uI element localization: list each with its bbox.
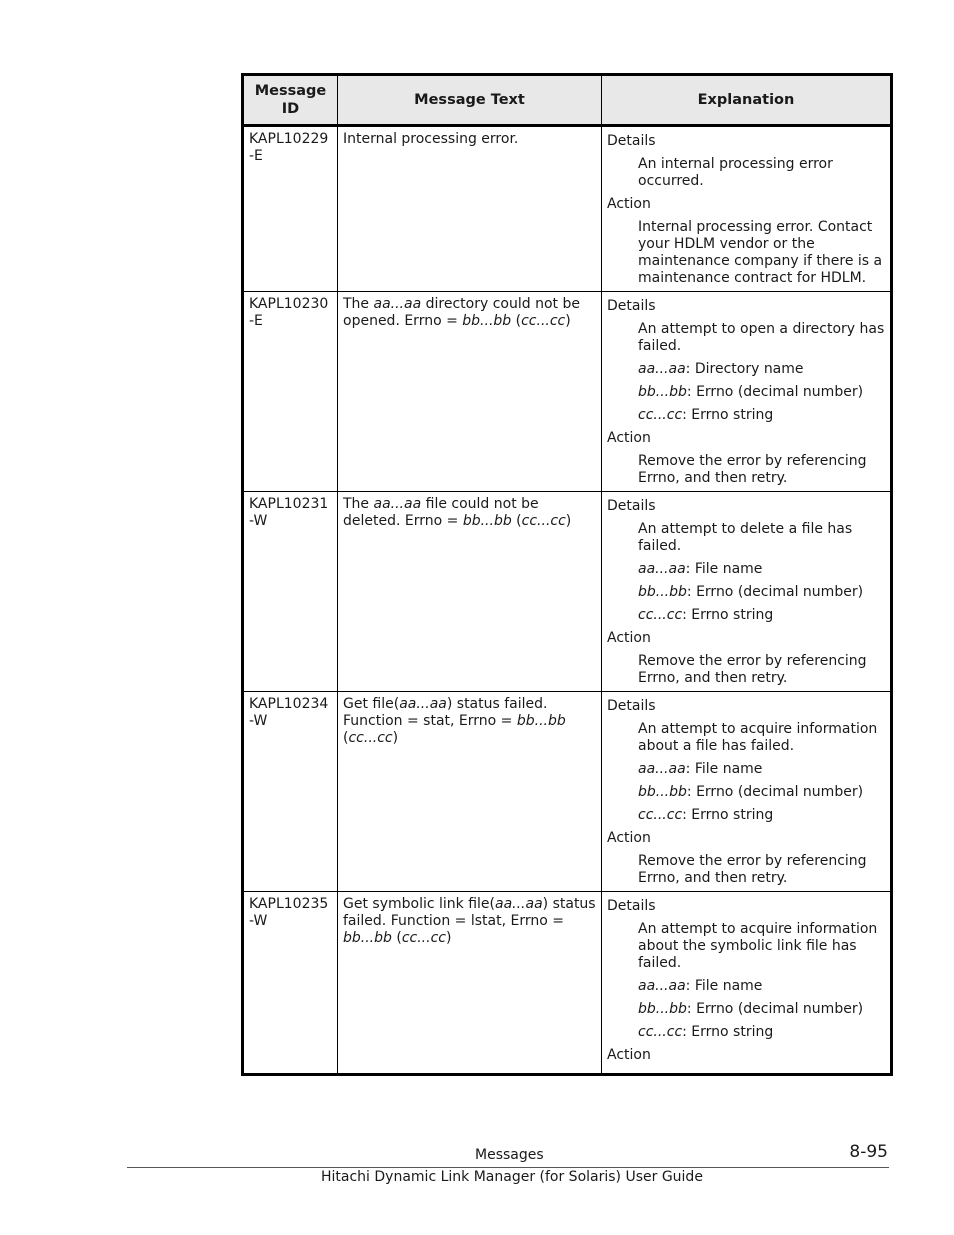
text-segment: ( xyxy=(343,730,349,746)
table-body xyxy=(243,126,892,1075)
text-segment: Details xyxy=(607,498,656,514)
text-segment: Action xyxy=(607,196,651,212)
variable-text: cc...cc xyxy=(638,807,683,823)
explanation-item xyxy=(638,784,885,801)
text-segment: : File name xyxy=(685,978,763,994)
text-segment: : Errno (decimal number) xyxy=(686,784,864,800)
message-table xyxy=(241,73,893,1076)
message-text-cell xyxy=(338,892,602,1075)
explanation-item xyxy=(638,978,885,995)
variable-text: aa...aa xyxy=(638,361,686,377)
header-message-text: Message Text xyxy=(338,75,602,126)
explanation-item xyxy=(638,721,885,755)
variable-text: cc...cc xyxy=(638,1024,683,1040)
message-text-cell xyxy=(338,126,602,292)
explanation-item xyxy=(638,361,885,378)
text-segment: ) xyxy=(392,730,399,746)
text-segment: Remove the error by referencing Errno, and then retry. xyxy=(638,853,867,886)
explanation-label xyxy=(607,133,885,150)
message-id-cell: KAPL10235 -W xyxy=(249,896,329,929)
explanation-cell xyxy=(602,692,892,892)
explanation-cell xyxy=(602,492,892,692)
variable-text: bb...bb xyxy=(638,584,687,600)
explanation-item xyxy=(638,561,885,578)
variable-text: aa...aa xyxy=(373,296,422,312)
variable-text: bb...bb xyxy=(638,384,687,400)
message-id-cell: KAPL10230 -E xyxy=(243,292,338,492)
table-row xyxy=(243,892,892,1075)
message-id-cell: KAPL10229 -E xyxy=(243,126,338,292)
variable-text: cc...cc xyxy=(401,930,446,946)
explanation-item xyxy=(638,921,885,972)
variable-text: aa...aa xyxy=(399,696,447,712)
text-segment: Internal processing error. xyxy=(343,131,519,147)
text-segment: ( xyxy=(511,513,522,529)
explanation-item xyxy=(638,1024,885,1041)
footer-section-name: Messages xyxy=(475,1147,544,1163)
page-number: 8-95 xyxy=(849,1142,888,1162)
text-segment: ) xyxy=(445,930,452,946)
variable-text: bb...bb xyxy=(516,713,566,729)
variable-text: bb...bb xyxy=(462,313,512,329)
explanation-item xyxy=(638,321,885,355)
explanation-label xyxy=(607,698,885,715)
message-id-cell: KAPL10234 -W xyxy=(243,692,338,892)
variable-text: cc...cc xyxy=(521,313,566,329)
text-segment: Get symbolic link file( xyxy=(343,896,495,912)
message-id-cell: KAPL10231 -W xyxy=(243,492,338,692)
variable-text: aa...aa xyxy=(495,896,543,912)
text-segment: An attempt to open a directory has failed. xyxy=(638,321,885,354)
explanation-label xyxy=(607,196,885,213)
text-segment: An internal processing error occurred. xyxy=(638,156,833,189)
explanation-label xyxy=(607,298,885,315)
explanation-item xyxy=(638,853,885,887)
footer-document-title: Hitachi Dynamic Link Manager (for Solaris) User Guide xyxy=(321,1169,703,1185)
explanation-label xyxy=(607,630,885,647)
explanation-item xyxy=(638,521,885,555)
table-row xyxy=(243,692,892,892)
text-segment: : Errno string xyxy=(682,407,774,423)
header-message-id: Message ID xyxy=(243,75,338,126)
text-segment: Details xyxy=(607,698,656,714)
explanation-item xyxy=(638,761,885,778)
explanation-label xyxy=(607,1047,885,1064)
explanation-cell xyxy=(602,892,892,1075)
variable-text: aa...aa xyxy=(638,978,686,994)
text-segment: An attempt to acquire information about the symbolic link file has failed. xyxy=(638,921,878,971)
text-segment: ) xyxy=(565,313,571,329)
explanation-label xyxy=(607,498,885,515)
table-header-row xyxy=(243,75,892,126)
text-segment: The xyxy=(343,296,374,312)
table-row xyxy=(243,292,892,492)
text-segment: Remove the error by referencing Errno, and then retry. xyxy=(638,453,867,486)
text-segment: : Errno (decimal number) xyxy=(686,584,864,600)
explanation-item xyxy=(638,407,885,424)
text-segment: ) xyxy=(565,513,572,529)
text-segment: directory could not be opened. Errno = xyxy=(343,296,580,329)
header-explanation: Explanation xyxy=(602,75,892,126)
text-segment: ) status failed. Function = stat, Errno = xyxy=(343,696,548,729)
text-segment: : File name xyxy=(685,561,763,577)
text-segment: : Directory name xyxy=(685,361,804,377)
explanation-item xyxy=(638,584,885,601)
explanation-label xyxy=(607,898,885,915)
text-segment: Action xyxy=(607,1047,651,1063)
variable-text: cc...cc xyxy=(348,730,393,746)
explanation-item xyxy=(638,807,885,824)
text-segment: An attempt to delete a file has failed. xyxy=(638,521,853,554)
variable-text: cc...cc xyxy=(521,513,566,529)
footer-divider xyxy=(127,1167,889,1168)
text-segment: : Errno string xyxy=(682,607,774,623)
text-segment: Internal processing error. Contact your HDLM vendor or the maintenance company if there is a maintenance contract for HDLM. xyxy=(638,219,883,286)
variable-text: cc...cc xyxy=(638,407,683,423)
text-segment: Remove the error by referencing Errno, and then retry. xyxy=(638,653,867,686)
variable-text: aa...aa xyxy=(638,561,686,577)
text-segment: ) status failed. Function = lstat, Errno = xyxy=(343,896,596,929)
variable-text: aa...aa xyxy=(373,496,422,512)
explanation-item xyxy=(638,219,885,287)
variable-text: aa...aa xyxy=(638,761,686,777)
variable-text: bb...bb xyxy=(638,1001,687,1017)
text-segment: file could not be deleted. Errno = xyxy=(343,496,539,529)
text-segment: : Errno string xyxy=(682,807,774,823)
text-segment: : Errno (decimal number) xyxy=(686,384,864,400)
explanation-item xyxy=(638,453,885,487)
text-segment: Get file( xyxy=(343,696,400,712)
explanation-item xyxy=(638,653,885,687)
text-segment: Action xyxy=(607,430,651,446)
text-segment: Details xyxy=(607,898,656,914)
text-segment: Details xyxy=(607,133,656,149)
text-segment: The xyxy=(343,496,374,512)
explanation-label xyxy=(607,430,885,447)
explanation-item xyxy=(638,156,885,190)
text-segment: ( xyxy=(511,313,522,329)
text-segment: : File name xyxy=(685,761,763,777)
table-row xyxy=(243,126,892,292)
variable-text: cc...cc xyxy=(638,607,683,623)
explanation-cell xyxy=(602,292,892,492)
explanation-cell xyxy=(602,126,892,292)
variable-text: bb...bb xyxy=(343,930,392,946)
text-segment: : Errno string xyxy=(682,1024,774,1040)
text-segment: ( xyxy=(391,930,402,946)
text-segment: Action xyxy=(607,830,651,846)
variable-text: bb...bb xyxy=(462,513,512,529)
explanation-item xyxy=(638,1001,885,1018)
explanation-label xyxy=(607,830,885,847)
message-text-cell xyxy=(338,692,602,892)
text-segment: Details xyxy=(607,298,656,314)
variable-text: bb...bb xyxy=(638,784,687,800)
table-row xyxy=(243,492,892,692)
text-segment: Action xyxy=(607,630,651,646)
explanation-item xyxy=(638,384,885,401)
message-text-cell xyxy=(338,292,602,492)
message-text-cell xyxy=(338,492,602,692)
text-segment: : Errno (decimal number) xyxy=(686,1001,864,1017)
explanation-item xyxy=(638,607,885,624)
text-segment: An attempt to acquire information about a file has failed. xyxy=(638,721,878,754)
